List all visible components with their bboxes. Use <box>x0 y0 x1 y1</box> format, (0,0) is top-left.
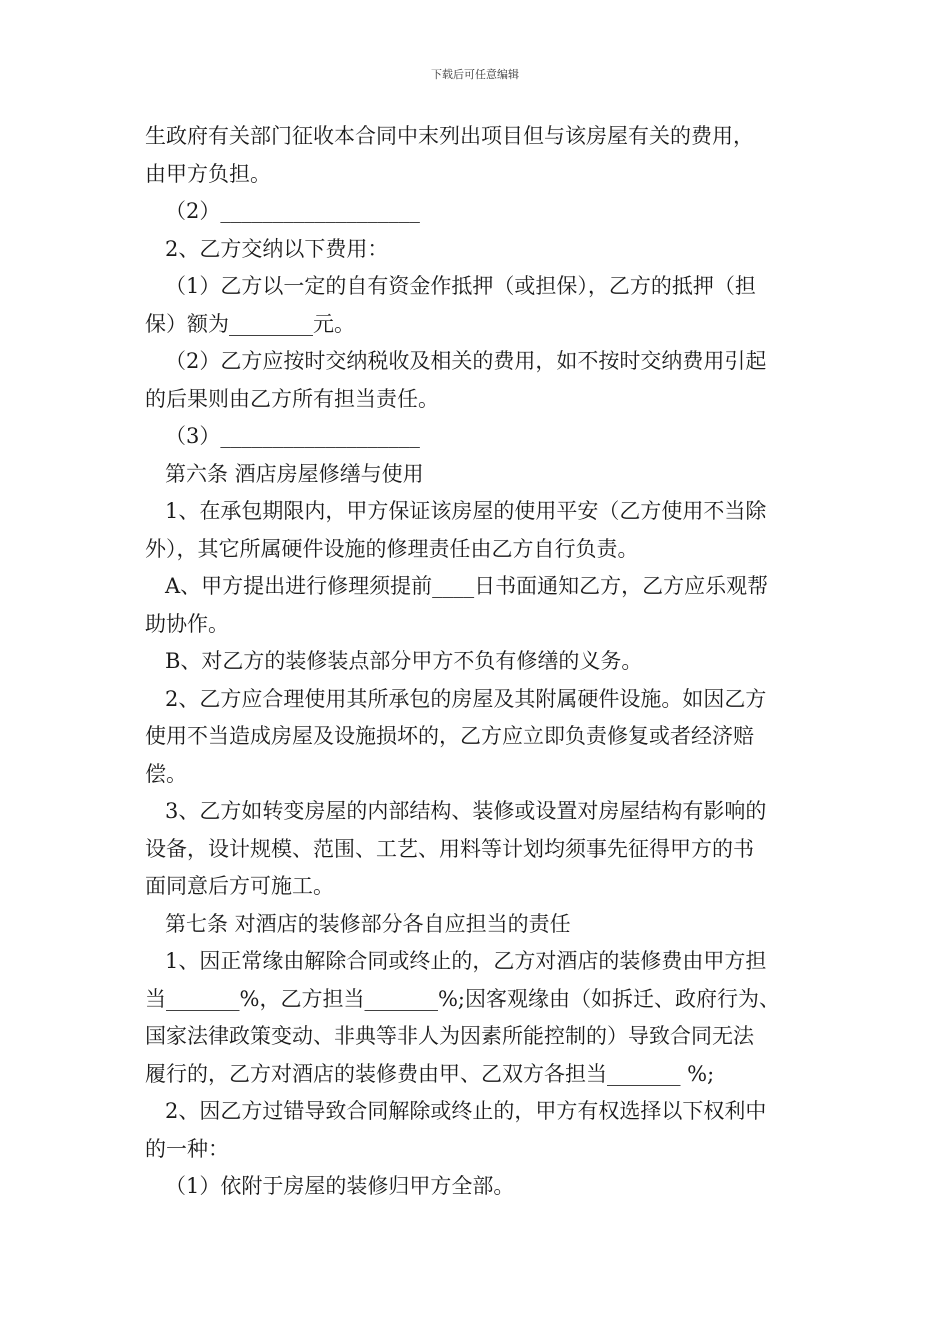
text-line: 生政府有关部门征收本合同中末列出项目但与该房屋有关的费用， <box>145 124 754 148</box>
text-line: 1、在承包期限内，甲方保证该房屋的使用平安（乙方使用不当除 <box>165 499 767 523</box>
text-line: 设备，设计规模、范围、工艺、用料等计划均须事先征得甲方的书 <box>145 836 754 861</box>
text-line: （1）依附于房屋的装修归甲方全部。 <box>165 1174 515 1198</box>
text-line: 第六条 酒店房屋修缮与使用 <box>165 461 424 486</box>
text-line: 由甲方负担。 <box>145 161 271 186</box>
text-line: （3）___________________ <box>165 424 420 448</box>
text-line: 3、乙方如转变房屋的内部结构、装修或设置对房屋结构有影响的 <box>165 799 767 823</box>
text-line: 2、乙方应合理使用其所承包的房屋及其附属硬件设施。如因乙方 <box>165 686 767 711</box>
text-line: 2、乙方交纳以下费用： <box>165 236 389 261</box>
text-line: 外），其它所属硬件设施的修理责任由乙方自行负责。 <box>145 536 639 561</box>
text-line: （2）___________________ <box>165 199 420 223</box>
text-line: 2、因乙方过错导致合同解除或终止的，甲方有权选择以下权利中 <box>165 1099 767 1123</box>
text-line: 第七条 对酒店的装修部分各自应担当的责任 <box>165 911 571 936</box>
text-line: 的一种： <box>145 1136 229 1161</box>
text-line: 当_______%，乙方担当_______%;因客观缘由（如拆迁、政府行为、 <box>145 986 780 1011</box>
text-line: B、对乙方的装修装点部分甲方不负有修缮的义务。 <box>165 649 643 673</box>
document-body <box>145 118 825 1206</box>
page-header: 下载后可任意编辑 <box>431 68 519 81</box>
text-line: A、甲方提出进行修理须提前____日书面通知乙方，乙方应乐观帮 <box>165 574 769 598</box>
text-line: （1）乙方以一定的自有资金作抵押（或担保），乙方的抵押（担 <box>165 274 756 298</box>
text-line: 助协作。 <box>145 611 229 636</box>
text-line: 1、因正常缘由解除合同或终止的，乙方对酒店的装修费由甲方担 <box>165 949 767 973</box>
text-line: 保）额为________元。 <box>145 311 355 336</box>
text-line: 履行的，乙方对酒店的装修费由甲、乙双方各担当_______ %; <box>145 1061 715 1086</box>
text-line: 面同意后方可施工。 <box>145 874 334 898</box>
text-line: （2）乙方应按时交纳税收及相关的费用，如不按时交纳费用引起 <box>165 349 767 373</box>
text-line: 使用不当造成房屋及设施损坏的，乙方应立即负责修复或者经济赔 <box>145 724 754 748</box>
text-line: 偿。 <box>145 761 187 786</box>
text-line: 国家法律政策变动、非典等非人为因素所能控制的）导致合同无法 <box>145 1024 754 1048</box>
text-line: 的后果则由乙方所有担当责任。 <box>145 386 439 411</box>
